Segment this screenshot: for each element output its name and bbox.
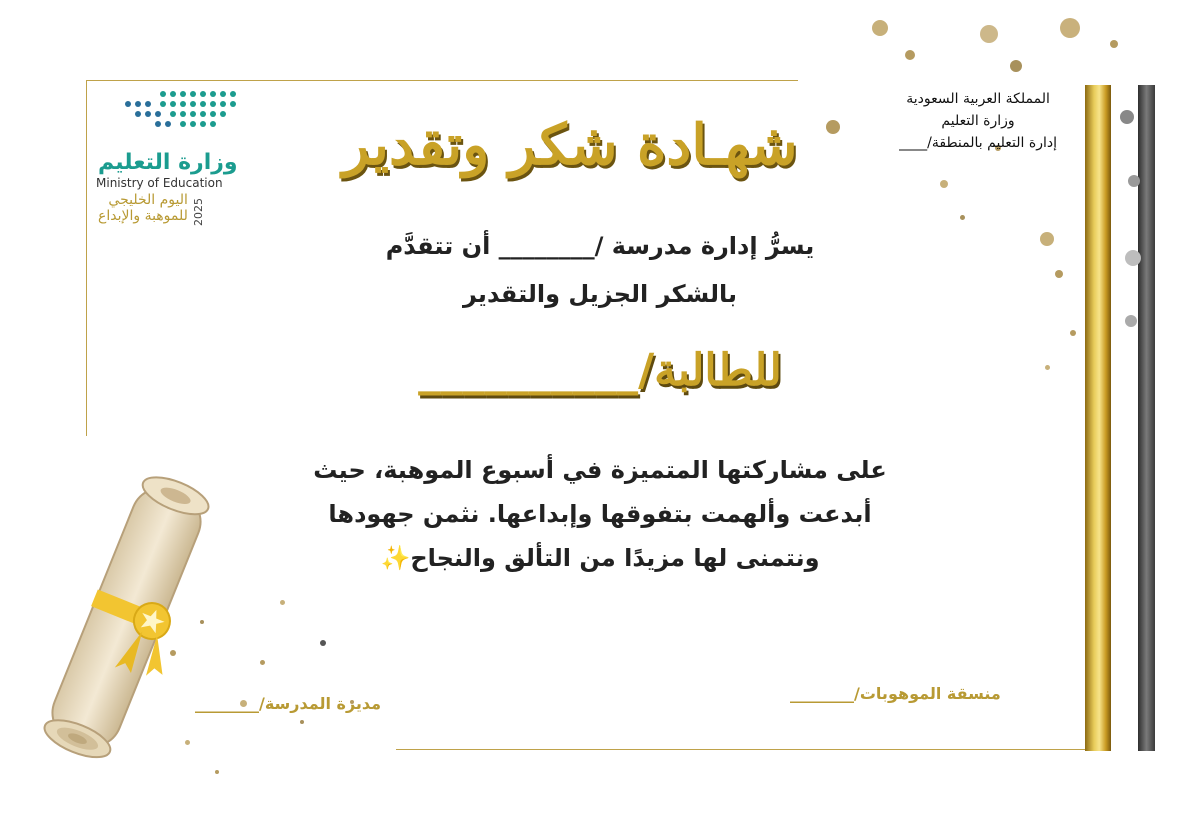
gold-side-bar	[1085, 85, 1111, 751]
gulf-day-year: 2025	[192, 198, 205, 226]
ministry-logo-dots-icon	[88, 88, 238, 148]
certificate-body	[240, 448, 960, 580]
diploma-scroll-icon	[10, 470, 230, 770]
logo-ministry-arabic: وزارة التعليم	[98, 150, 238, 175]
ministry-name: وزارة التعليم	[941, 113, 1015, 129]
frame-top-line	[86, 80, 798, 81]
logo-ministry-english: Ministry of Education	[96, 176, 223, 190]
frame-bottom-line	[396, 749, 1086, 750]
body-line1: على مشاركتها المتميزة في أسبوع الموهبة، حيث	[313, 456, 887, 484]
principal-signature: مديرة المدرسة/________	[195, 694, 382, 713]
frame-left-line	[86, 80, 87, 436]
gulf-day-line2: للموهبة والإبداع	[98, 208, 188, 224]
gulf-day-logo	[98, 192, 188, 224]
ministry-logo	[88, 88, 238, 238]
country-name: المملكة العربية السعودية	[906, 91, 1050, 107]
region-name: إدارة التعليم بالمنطقة/____	[899, 135, 1057, 151]
certificate-title: شهـادة شكر وتقدير	[342, 112, 798, 178]
gulf-day-line1: اليوم الخليجي	[108, 192, 188, 208]
body-line2: أبدعت وألهمت بتفوقها وإبداعها. نثمن جهودها	[328, 500, 872, 528]
certificate-line2: بالشكر الجزيل والتقدير	[463, 280, 737, 308]
header-info	[899, 88, 1057, 154]
certificate-line1: يسرُّ إدارة مدرسة /________ أن تتقدَّم	[385, 232, 815, 260]
gray-side-bar	[1138, 85, 1155, 751]
student-name-field: للطالبة/__________	[418, 345, 782, 396]
coordinator-signature: منسقة الموهوبات/________	[790, 684, 1001, 703]
body-line3: ونتمنى لها مزيدًا من التألق والنجاح✨	[380, 544, 820, 572]
